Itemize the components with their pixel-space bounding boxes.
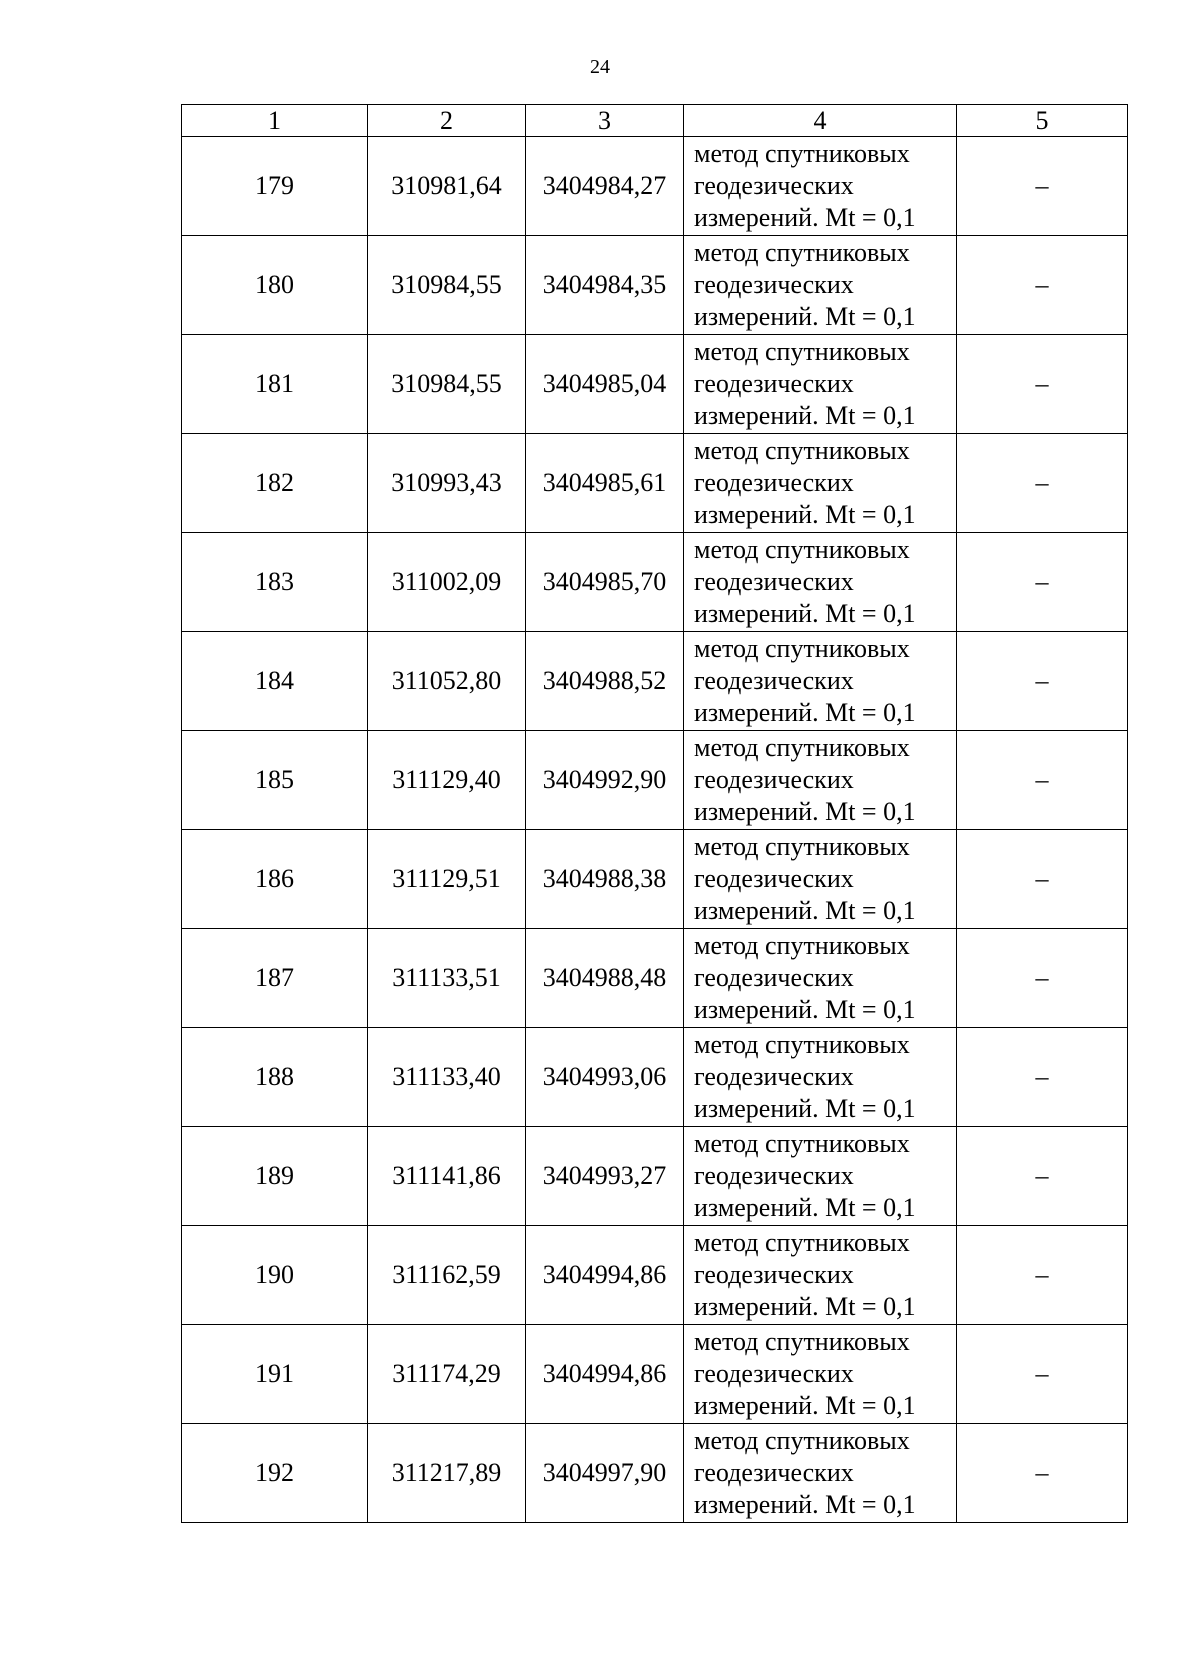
point-number-cell: 183 <box>182 533 368 632</box>
y-coordinate-cell: 3404985,61 <box>526 434 684 533</box>
method-cell <box>684 731 957 830</box>
note-cell: – <box>957 1127 1128 1226</box>
method-line: измерений. Mt = 0,1 <box>694 1490 916 1519</box>
table-row <box>182 236 1128 335</box>
note-cell: – <box>957 929 1128 1028</box>
table-row <box>182 137 1128 236</box>
method-cell <box>684 236 957 335</box>
method-line: метод спутниковых <box>694 337 910 366</box>
y-coordinate-cell: 3404994,86 <box>526 1226 684 1325</box>
y-coordinate-cell: 3404988,52 <box>526 632 684 731</box>
method-line: измерений. Mt = 0,1 <box>694 1391 916 1420</box>
header-cell-3: 3 <box>526 105 684 137</box>
method-cell <box>684 929 957 1028</box>
method-line: метод спутниковых <box>694 436 910 465</box>
x-coordinate-cell: 311217,89 <box>368 1424 526 1523</box>
note-cell: – <box>957 1028 1128 1127</box>
method-cell <box>684 1226 957 1325</box>
point-number-cell: 182 <box>182 434 368 533</box>
table-row <box>182 1226 1128 1325</box>
header-cell-1: 1 <box>182 105 368 137</box>
x-coordinate-cell: 311133,40 <box>368 1028 526 1127</box>
table-header <box>182 105 1128 137</box>
header-cell-2: 2 <box>368 105 526 137</box>
method-cell <box>684 1325 957 1424</box>
table-row <box>182 335 1128 434</box>
y-coordinate-cell: 3404984,35 <box>526 236 684 335</box>
note-cell: – <box>957 1325 1128 1424</box>
method-cell <box>684 335 957 434</box>
table-row <box>182 731 1128 830</box>
header-cell-5: 5 <box>957 105 1128 137</box>
y-coordinate-cell: 3404994,86 <box>526 1325 684 1424</box>
x-coordinate-cell: 310984,55 <box>368 236 526 335</box>
table-row <box>182 1028 1128 1127</box>
method-line: измерений. Mt = 0,1 <box>694 401 916 430</box>
point-number-cell: 186 <box>182 830 368 929</box>
coordinates-table <box>181 104 1128 1523</box>
point-number-cell: 179 <box>182 137 368 236</box>
note-cell: – <box>957 1226 1128 1325</box>
method-cell <box>684 632 957 731</box>
method-line: геодезических <box>694 171 854 200</box>
y-coordinate-cell: 3404988,48 <box>526 929 684 1028</box>
y-coordinate-cell: 3404993,06 <box>526 1028 684 1127</box>
table-row <box>182 434 1128 533</box>
page-number: 24 <box>590 56 610 78</box>
method-line: измерений. Mt = 0,1 <box>694 1193 916 1222</box>
table-row <box>182 830 1128 929</box>
point-number-cell: 181 <box>182 335 368 434</box>
method-line: метод спутниковых <box>694 139 910 168</box>
method-line: метод спутниковых <box>694 1030 910 1059</box>
method-line: геодезических <box>694 270 854 299</box>
method-cell <box>684 1028 957 1127</box>
method-cell <box>684 1127 957 1226</box>
note-cell: – <box>957 236 1128 335</box>
x-coordinate-cell: 311133,51 <box>368 929 526 1028</box>
method-line: геодезических <box>694 1359 854 1388</box>
method-line: геодезических <box>694 864 854 893</box>
method-line: метод спутниковых <box>694 832 910 861</box>
x-coordinate-cell: 311129,51 <box>368 830 526 929</box>
note-cell: – <box>957 830 1128 929</box>
note-cell: – <box>957 434 1128 533</box>
method-line: измерений. Mt = 0,1 <box>694 698 916 727</box>
y-coordinate-cell: 3404985,04 <box>526 335 684 434</box>
point-number-cell: 187 <box>182 929 368 1028</box>
table-body <box>182 137 1128 1523</box>
method-line: геодезических <box>694 1062 854 1091</box>
point-number-cell: 190 <box>182 1226 368 1325</box>
method-cell <box>684 434 957 533</box>
header-row <box>182 105 1128 137</box>
point-number-cell: 192 <box>182 1424 368 1523</box>
note-cell: – <box>957 1424 1128 1523</box>
method-line: измерений. Mt = 0,1 <box>694 203 916 232</box>
point-number-cell: 189 <box>182 1127 368 1226</box>
method-cell <box>684 1424 957 1523</box>
point-number-cell: 184 <box>182 632 368 731</box>
point-number-cell: 191 <box>182 1325 368 1424</box>
method-cell <box>684 830 957 929</box>
x-coordinate-cell: 311141,86 <box>368 1127 526 1226</box>
y-coordinate-cell: 3404992,90 <box>526 731 684 830</box>
method-line: метод спутниковых <box>694 733 910 762</box>
method-line: измерений. Mt = 0,1 <box>694 896 916 925</box>
method-line: метод спутниковых <box>694 931 910 960</box>
method-line: метод спутниковых <box>694 1228 910 1257</box>
x-coordinate-cell: 311162,59 <box>368 1226 526 1325</box>
method-line: измерений. Mt = 0,1 <box>694 1292 916 1321</box>
method-line: метод спутниковых <box>694 634 910 663</box>
method-cell <box>684 533 957 632</box>
method-line: измерений. Mt = 0,1 <box>694 995 916 1024</box>
method-line: геодезических <box>694 567 854 596</box>
table-row <box>182 533 1128 632</box>
point-number-cell: 180 <box>182 236 368 335</box>
x-coordinate-cell: 311174,29 <box>368 1325 526 1424</box>
table-row <box>182 1424 1128 1523</box>
method-line: измерений. Mt = 0,1 <box>694 1094 916 1123</box>
table-row <box>182 1127 1128 1226</box>
method-line: метод спутниковых <box>694 535 910 564</box>
method-line: геодезических <box>694 369 854 398</box>
method-line: метод спутниковых <box>694 1129 910 1158</box>
method-line: измерений. Mt = 0,1 <box>694 302 916 331</box>
note-cell: – <box>957 632 1128 731</box>
y-coordinate-cell: 3404988,38 <box>526 830 684 929</box>
method-line: измерений. Mt = 0,1 <box>694 599 916 628</box>
header-cell-4: 4 <box>684 105 957 137</box>
y-coordinate-cell: 3404984,27 <box>526 137 684 236</box>
y-coordinate-cell: 3404985,70 <box>526 533 684 632</box>
x-coordinate-cell: 310981,64 <box>368 137 526 236</box>
method-line: метод спутниковых <box>694 1426 910 1455</box>
x-coordinate-cell: 310993,43 <box>368 434 526 533</box>
x-coordinate-cell: 311052,80 <box>368 632 526 731</box>
table-row <box>182 1325 1128 1424</box>
method-line: геодезических <box>694 765 854 794</box>
note-cell: – <box>957 137 1128 236</box>
y-coordinate-cell: 3404997,90 <box>526 1424 684 1523</box>
method-line: геодезических <box>694 1260 854 1289</box>
method-line: геодезических <box>694 1161 854 1190</box>
method-line: геодезических <box>694 666 854 695</box>
method-cell <box>684 137 957 236</box>
method-line: измерений. Mt = 0,1 <box>694 797 916 826</box>
x-coordinate-cell: 310984,55 <box>368 335 526 434</box>
method-line: метод спутниковых <box>694 1327 910 1356</box>
method-line: геодезических <box>694 468 854 497</box>
method-line: метод спутниковых <box>694 238 910 267</box>
x-coordinate-cell: 311129,40 <box>368 731 526 830</box>
note-cell: – <box>957 533 1128 632</box>
method-line: геодезических <box>694 1458 854 1487</box>
note-cell: – <box>957 731 1128 830</box>
method-line: измерений. Mt = 0,1 <box>694 500 916 529</box>
table-row <box>182 632 1128 731</box>
method-line: геодезических <box>694 963 854 992</box>
point-number-cell: 188 <box>182 1028 368 1127</box>
point-number-cell: 185 <box>182 731 368 830</box>
y-coordinate-cell: 3404993,27 <box>526 1127 684 1226</box>
x-coordinate-cell: 311002,09 <box>368 533 526 632</box>
note-cell: – <box>957 335 1128 434</box>
table-row <box>182 929 1128 1028</box>
